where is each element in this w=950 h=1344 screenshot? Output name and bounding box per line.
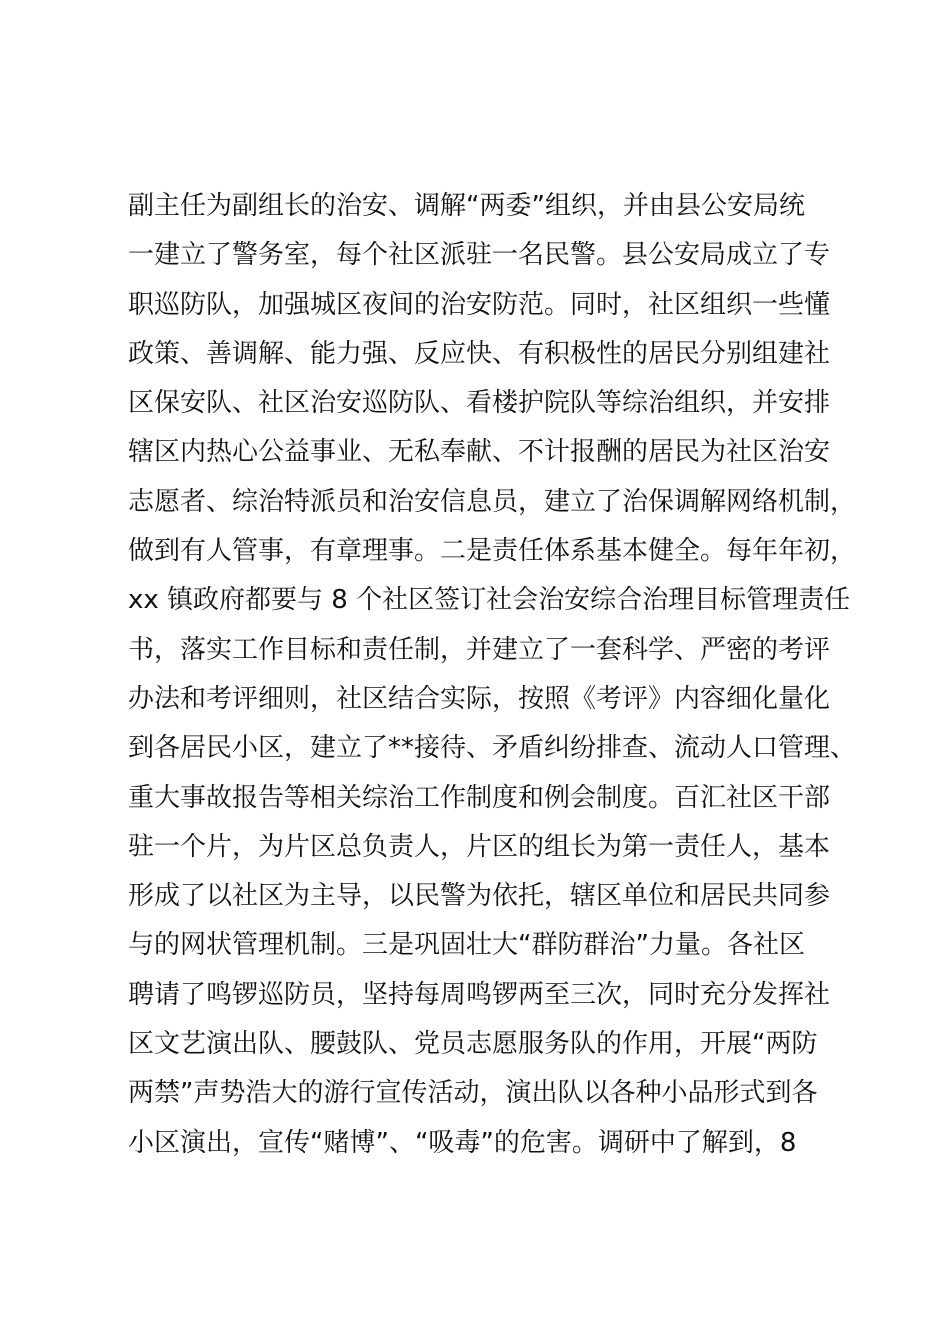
text-line: 形成了以社区为主导，以民警为依托，辖区单位和居民共同参	[128, 881, 831, 912]
text-line: 一建立了警务室，每个社区派驻一名民警。县公安局成立了专	[128, 240, 831, 271]
text-line: 到各居民小区，建立了**接待、矛盾纠纷排查、流动人口管理、	[128, 733, 857, 764]
text-line: 区保安队、社区治安巡防队、看楼护院队等综治组织，并安排	[128, 388, 831, 419]
text-line: 办法和考评细则，社区结合实际，按照《考评》内容细化量化	[128, 683, 831, 714]
text-line: 两禁”声势浩大的游行宣传活动，演出队以各种小品形式到各	[128, 1078, 818, 1109]
body-text	[128, 182, 868, 1168]
text-line: 小区演出，宣传“赌博”、“吸毒”的危害。调研中了解到，8	[128, 1127, 797, 1158]
text-line: 聘请了鸣锣巡防员，坚持每周鸣锣两至三次，同时充分发挥社	[128, 979, 831, 1010]
text-line: 政策、善调解、能力强、反应快、有积极性的居民分别组建社	[128, 338, 831, 369]
text-line: 区文艺演出队、腰鼓队、党员志愿服务队的作用，开展“两防	[128, 1029, 818, 1060]
text-line: 驻一个片，为片区总负责人，片区的组长为第一责任人，基本	[128, 831, 831, 862]
text-line: 重大事故报告等相关综治工作制度和例会制度。百汇社区干部	[128, 782, 831, 813]
text-line: 书，落实工作目标和责任制，并建立了一套科学、严密的考评	[128, 634, 831, 665]
text-line: 与的网状管理机制。三是巩固壮大“群防群治”力量。各社区	[128, 930, 805, 961]
text-line: 做到有人管事，有章理事。二是责任体系基本健全。每年年初，	[128, 536, 857, 567]
text-line: 职巡防队，加强城区夜间的治安防范。同时，社区组织一些懂	[128, 289, 831, 320]
text-line: 副主任为副组长的治安、调解“两委”组织，并由县公安局统	[128, 191, 805, 221]
text-line: xx 镇政府都要与 8 个社区签订社会治安综合治理目标管理责任	[128, 585, 851, 616]
text-line: 志愿者、综治特派员和治安信息员，建立了治保调解网络机制，	[128, 486, 857, 517]
text-line: 辖区内热心公益事业、无私奉献、不计报酬的居民为社区治安	[128, 437, 831, 468]
